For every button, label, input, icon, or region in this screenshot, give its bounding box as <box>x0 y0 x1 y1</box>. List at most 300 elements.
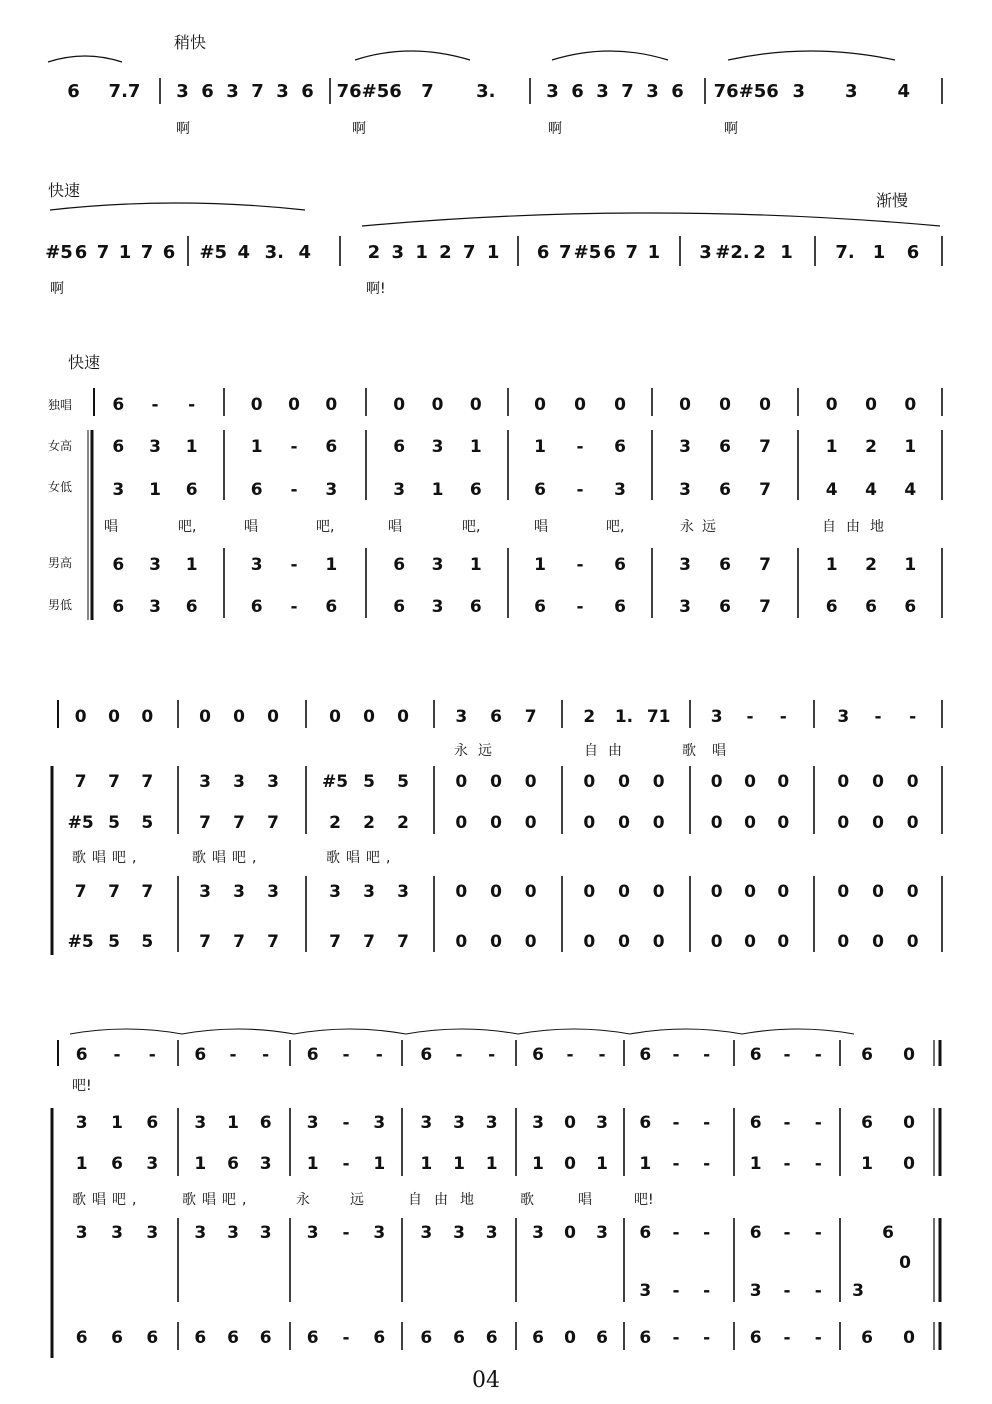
note: 6 <box>719 597 731 617</box>
note: 4 <box>865 480 877 500</box>
lyric: 啊 <box>724 121 738 137</box>
note: 7 <box>759 437 771 457</box>
note: 3 <box>431 555 444 575</box>
note: 0 <box>837 932 850 952</box>
note: 7 <box>108 772 120 792</box>
note: 5 <box>397 772 409 792</box>
note: - <box>375 1045 383 1065</box>
note: 7 <box>621 81 634 102</box>
note: 3 <box>276 81 289 102</box>
note: 0 <box>74 707 87 727</box>
note: 3 <box>749 1281 762 1301</box>
note: - <box>703 1045 711 1065</box>
note: 7 <box>199 813 211 833</box>
note: 1 <box>250 437 263 457</box>
lyric: 啊 <box>50 281 64 297</box>
note: 0 <box>710 772 723 792</box>
note: 6 <box>534 597 546 617</box>
tie <box>630 1029 742 1034</box>
note: 1 <box>185 555 198 575</box>
note: 0 <box>233 707 245 727</box>
note: 1 <box>904 437 917 457</box>
note: 7 <box>96 242 110 263</box>
note: 6 <box>111 1328 123 1348</box>
note: - <box>262 1045 270 1065</box>
note: 1 <box>639 1154 652 1174</box>
lyric: 吧, <box>606 519 625 535</box>
note: 1 <box>420 1154 433 1174</box>
tempo-mark-gradually-slower: 渐慢 <box>876 191 909 210</box>
note: 0 <box>872 882 884 902</box>
note: 0 <box>906 772 919 792</box>
tempo-mark-fast: 快速 <box>48 181 81 200</box>
note: 3 <box>227 1223 239 1243</box>
note: 3 <box>111 1223 123 1243</box>
note: 1 <box>306 1154 319 1174</box>
note: 3 <box>233 882 245 902</box>
note: - <box>783 1154 791 1174</box>
note: 1 <box>111 1113 123 1133</box>
note: 6 <box>749 1223 762 1243</box>
note: 6 <box>194 1328 207 1348</box>
note: 3 <box>259 1154 272 1174</box>
note: 1 <box>185 437 198 457</box>
note: 0 <box>524 772 537 792</box>
note: - <box>290 597 298 617</box>
note: 6 <box>749 1328 762 1348</box>
note: 0 <box>777 932 790 952</box>
note: - <box>703 1154 711 1174</box>
tie <box>294 1029 406 1034</box>
lyric: 自由地 <box>822 519 894 535</box>
note: 7 <box>397 932 409 952</box>
note: 3 <box>431 597 444 617</box>
note: 3. <box>264 242 284 263</box>
note: - <box>672 1223 680 1243</box>
note: 6 <box>532 1045 544 1065</box>
note: 7 <box>558 242 572 263</box>
note: - <box>703 1113 711 1133</box>
lyric: 啊 <box>548 121 562 137</box>
note: 3 <box>532 1113 544 1133</box>
lyric: 永远 <box>454 743 502 759</box>
note: 3 <box>596 1113 608 1133</box>
lyric: 歌唱吧, <box>326 850 397 866</box>
note: 0 <box>710 932 723 952</box>
note: 1 <box>780 242 793 263</box>
note: 2 <box>397 813 409 833</box>
note: 6 <box>250 480 263 500</box>
note: 0 <box>837 772 850 792</box>
note: 7 <box>759 480 771 500</box>
note: 7 <box>141 882 154 902</box>
note: 1 <box>485 1154 498 1174</box>
note: 2 <box>367 242 381 263</box>
note: - <box>814 1281 822 1301</box>
lyric: 唱 <box>244 519 258 535</box>
slur <box>48 56 122 62</box>
note: 0 <box>199 707 211 727</box>
note: - <box>290 437 298 457</box>
note: 6 <box>532 1328 544 1348</box>
note: 0 <box>618 932 630 952</box>
note: 6 <box>639 1113 652 1133</box>
note: 3 <box>259 1223 272 1243</box>
note: #5 <box>573 242 602 263</box>
note: - <box>814 1328 822 1348</box>
note: 6 <box>146 1328 159 1348</box>
note: 3 <box>596 1223 608 1243</box>
note: 7 <box>267 932 279 952</box>
note: 0 <box>825 395 838 415</box>
note: - <box>703 1328 711 1348</box>
lyric: 歌 <box>682 743 696 759</box>
note: 0 <box>363 707 375 727</box>
note: 0 <box>744 932 756 952</box>
note: 0 <box>899 1253 911 1273</box>
note: 0 <box>393 395 406 415</box>
note: #5 <box>321 772 349 792</box>
note: 6 <box>185 480 198 500</box>
note: 3 <box>267 772 279 792</box>
note: 71 <box>646 707 671 727</box>
note: 0 <box>710 882 723 902</box>
note: 3 <box>149 597 161 617</box>
lyric: 唱 <box>712 743 726 759</box>
note: 7 <box>233 813 245 833</box>
note: 6 <box>162 242 176 263</box>
note: - <box>113 1045 121 1065</box>
note: - <box>342 1223 350 1243</box>
note: 7. <box>835 242 855 263</box>
note: 6 <box>75 1328 88 1348</box>
lyric: 唱 <box>104 519 118 535</box>
note: 1 <box>149 480 161 500</box>
lyric: 永 <box>296 1192 310 1208</box>
note: 0 <box>777 813 790 833</box>
note: - <box>909 707 917 727</box>
note: 7 <box>462 242 476 263</box>
note: 1 <box>647 242 661 263</box>
note: 6 <box>596 1328 608 1348</box>
note: 1 <box>534 555 546 575</box>
note: 3 <box>373 1223 386 1243</box>
note: 2 <box>439 242 452 263</box>
note: 0 <box>865 395 877 415</box>
note: 7 <box>251 81 264 102</box>
lyric: 吧! <box>72 1078 92 1094</box>
note: 6 <box>259 1328 272 1348</box>
note: 6 <box>485 1328 498 1348</box>
note: 7 <box>74 772 87 792</box>
note: 0 <box>564 1154 576 1174</box>
note: 6 <box>904 597 917 617</box>
note: 7 <box>199 932 211 952</box>
note: 6 <box>393 555 406 575</box>
note: 0 <box>490 932 502 952</box>
note: 0 <box>872 772 884 792</box>
note: 6 <box>373 1328 386 1348</box>
note: 0 <box>744 772 756 792</box>
note: 1 <box>325 555 338 575</box>
note: 0 <box>583 813 596 833</box>
note: 1 <box>431 480 444 500</box>
note: 3 <box>267 882 279 902</box>
note: 0 <box>652 932 665 952</box>
note: - <box>672 1328 680 1348</box>
note: 6 <box>671 81 684 102</box>
note: 0 <box>618 772 630 792</box>
note: 0 <box>872 932 884 952</box>
note: - <box>672 1045 680 1065</box>
note: 5 <box>108 932 120 952</box>
note: 2 <box>363 813 375 833</box>
lyric: 吧, <box>178 519 197 535</box>
note: 0 <box>614 395 626 415</box>
lyric: 啊 <box>352 121 366 137</box>
note: 3 <box>485 1223 498 1243</box>
note: 7 <box>759 597 771 617</box>
tie <box>742 1029 854 1034</box>
note: - <box>229 1045 237 1065</box>
note: 0 <box>455 772 468 792</box>
note: 3 <box>393 480 406 500</box>
note: 0 <box>583 882 596 902</box>
note: 6 <box>75 1045 88 1065</box>
note: 6 <box>719 555 731 575</box>
note: 6 <box>201 81 214 102</box>
note: 7 <box>329 932 341 952</box>
note: 0 <box>490 813 502 833</box>
note: 4 <box>897 81 911 102</box>
note: 7 <box>141 772 154 792</box>
note: 3 <box>453 1113 465 1133</box>
note: 4 <box>237 242 251 263</box>
note: - <box>672 1281 680 1301</box>
note: 0 <box>759 395 771 415</box>
note: 7 <box>74 882 87 902</box>
note: 76#56 <box>713 81 779 102</box>
note: 7 <box>363 932 375 952</box>
note: 6 <box>861 1113 873 1133</box>
note: 0 <box>904 395 917 415</box>
note: #5 <box>45 242 73 263</box>
lyric: 歌唱吧, <box>72 850 143 866</box>
note: - <box>703 1281 711 1301</box>
note: 0 <box>837 813 850 833</box>
note: 3 <box>546 81 559 102</box>
note: 76#56 <box>336 81 402 102</box>
note: 3 <box>596 81 609 102</box>
note: - <box>566 1045 574 1065</box>
lyric: 歌唱吧, <box>182 1192 253 1208</box>
part-label-solo: 独唱 <box>48 398 73 412</box>
note: 1 <box>415 242 428 263</box>
lyric: 歌唱吧, <box>72 1192 143 1208</box>
note: 3 <box>199 772 211 792</box>
note: 6 <box>146 1113 159 1133</box>
note: 0 <box>652 882 665 902</box>
note: 0 <box>652 772 665 792</box>
note: 0 <box>710 813 723 833</box>
note: 2 <box>865 555 877 575</box>
note: 3 <box>325 480 338 500</box>
note: - <box>783 1281 791 1301</box>
note: 3 <box>226 81 239 102</box>
tie <box>70 1029 182 1034</box>
note: 3 <box>420 1113 433 1133</box>
note: 0 <box>903 1045 915 1065</box>
lyric: 自由地 <box>408 1192 486 1208</box>
note: 6 <box>882 1223 894 1243</box>
note: - <box>576 555 584 575</box>
note: 6 <box>861 1045 873 1065</box>
note: 0 <box>524 813 537 833</box>
note: 6 <box>536 242 550 263</box>
note: 0 <box>903 1154 915 1174</box>
lyric: 啊! <box>366 281 386 297</box>
note: 1 <box>596 1154 608 1174</box>
note: 6 <box>749 1113 762 1133</box>
note: 3 <box>149 555 161 575</box>
lyric: 歌唱吧, <box>192 850 263 866</box>
note: 1 <box>749 1154 762 1174</box>
slur <box>50 203 305 210</box>
note: 6 <box>614 597 626 617</box>
note: 1. <box>614 707 634 727</box>
note: - <box>342 1045 350 1065</box>
note: 3 <box>710 707 723 727</box>
lyric: 自由 <box>584 743 632 759</box>
note: - <box>148 1045 156 1065</box>
note: 0 <box>872 813 884 833</box>
note: 0 <box>583 932 596 952</box>
note: 0 <box>267 707 279 727</box>
lyric: 吧, <box>316 519 335 535</box>
note: 2 <box>329 813 341 833</box>
note: - <box>783 1045 791 1065</box>
note: 3 <box>852 1281 864 1301</box>
note: - <box>783 1223 791 1243</box>
note: 3 <box>306 1223 319 1243</box>
note: 3 <box>75 1113 88 1133</box>
note: 0 <box>490 882 502 902</box>
note: 6 <box>825 597 838 617</box>
tie <box>518 1029 630 1034</box>
note: 6 <box>639 1328 652 1348</box>
note: 5 <box>363 772 375 792</box>
note: 1 <box>534 437 546 457</box>
note: 6 <box>614 437 626 457</box>
note: 3 <box>112 480 125 500</box>
note: 3 <box>194 1223 207 1243</box>
note: 4 <box>825 480 838 500</box>
note: - <box>576 597 584 617</box>
note: 3 <box>146 1154 159 1174</box>
note: 3 <box>679 437 691 457</box>
slur <box>728 51 895 60</box>
note: 6 <box>749 1045 762 1065</box>
note: 0 <box>906 932 919 952</box>
note: 3 <box>453 1223 465 1243</box>
note: 0 <box>652 813 665 833</box>
note: 6 <box>603 242 616 263</box>
note: 2 <box>753 242 766 263</box>
note: - <box>783 1328 791 1348</box>
note: 0 <box>490 772 502 792</box>
note: - <box>151 395 159 415</box>
note: 0 <box>431 395 444 415</box>
note: 3 <box>532 1223 544 1243</box>
note: 6 <box>112 555 125 575</box>
note: 2 <box>583 707 596 727</box>
note: - <box>779 707 787 727</box>
note: #5 <box>199 242 228 263</box>
slur <box>355 51 470 60</box>
note: - <box>576 480 584 500</box>
note: 0 <box>906 882 919 902</box>
note: - <box>342 1328 350 1348</box>
note: - <box>672 1113 680 1133</box>
note: 1 <box>532 1154 544 1174</box>
lyric: 唱 <box>534 519 548 535</box>
note: 3 <box>146 1223 159 1243</box>
note: 3 <box>250 555 263 575</box>
note: 0 <box>564 1113 576 1133</box>
lyric: 唱 <box>578 1192 592 1208</box>
note: 6 <box>453 1328 465 1348</box>
note: 4 <box>904 480 917 500</box>
tempo-mark-fast-2: 快速 <box>68 353 101 372</box>
slur <box>552 51 668 60</box>
note: 0 <box>250 395 263 415</box>
note: 0 <box>777 882 790 902</box>
note: 3 <box>679 555 691 575</box>
lyric: 远 <box>350 1192 364 1208</box>
note: 6 <box>112 437 125 457</box>
note: 0 <box>469 395 482 415</box>
note: 6 <box>534 480 546 500</box>
note: 6 <box>325 597 338 617</box>
page-number: 04 <box>472 1368 500 1393</box>
note: 0 <box>679 395 691 415</box>
note: 1 <box>469 437 482 457</box>
note: 0 <box>329 707 341 727</box>
note: 6 <box>306 1045 319 1065</box>
note: 7 <box>108 882 120 902</box>
note: 3 <box>614 480 626 500</box>
note: - <box>814 1113 822 1133</box>
note: 0 <box>564 1328 576 1348</box>
note: 6 <box>185 597 198 617</box>
note: 3 <box>391 242 405 263</box>
note: 1 <box>486 242 500 263</box>
note: 3 <box>699 242 712 263</box>
lyric: 啊 <box>176 121 190 137</box>
note: 1 <box>872 242 886 263</box>
note: #5 <box>67 932 94 952</box>
note: 3 <box>431 437 444 457</box>
note: 3. <box>476 81 496 102</box>
tie <box>182 1029 294 1034</box>
note: 0 <box>719 395 731 415</box>
note: 7 <box>625 242 639 263</box>
note: 6 <box>639 1223 652 1243</box>
part-label-soprano: 女高 <box>48 439 73 453</box>
note: 7 <box>233 932 245 952</box>
note: 0 <box>837 882 850 902</box>
part-label-bass: 男低 <box>48 598 73 612</box>
